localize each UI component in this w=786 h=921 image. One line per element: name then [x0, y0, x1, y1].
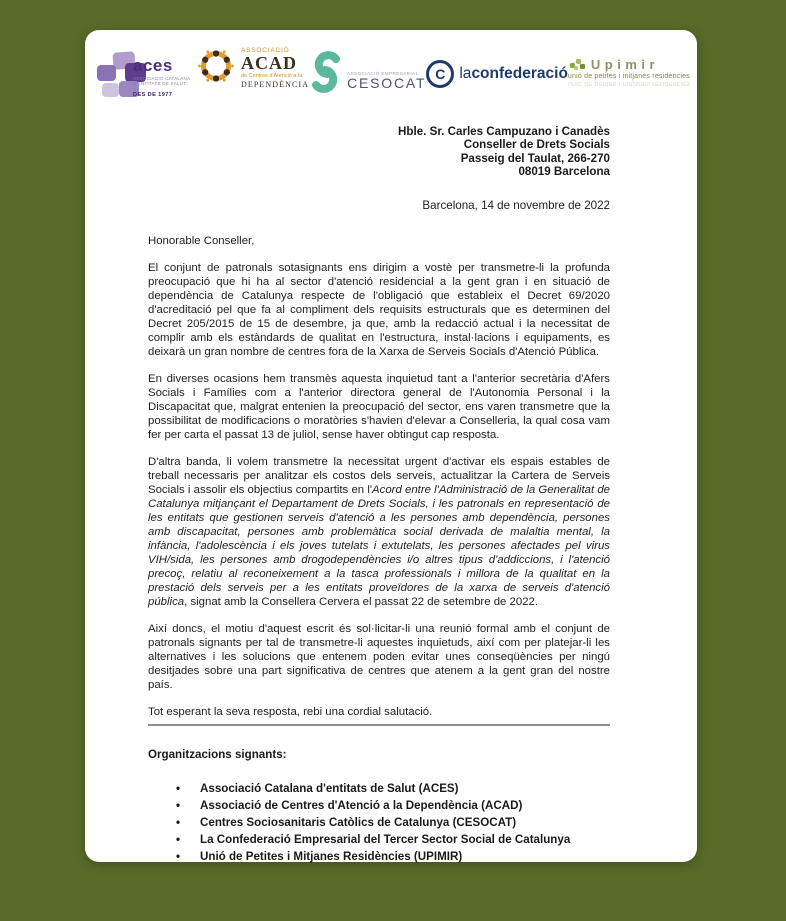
aces-text	[133, 57, 197, 98]
acad-subtitle: de Centres d'Atenció a la	[241, 73, 303, 79]
confederacio-c-icon: C	[426, 60, 454, 88]
date-line: Barcelona, 14 de novembre de 2022	[422, 199, 610, 212]
signatories-heading: Organitzacions signants:	[148, 748, 287, 761]
divider-rule	[148, 724, 610, 726]
recipient-title: Conseller de Drets Socials	[463, 138, 610, 152]
aces-since: DES DE 1977	[133, 91, 173, 98]
upimir-name-row	[568, 57, 690, 72]
paragraph-3-tail: , signat amb la Consellera Cervera el passat 22 de setembre de 2022.	[184, 596, 539, 608]
logo-row	[97, 47, 690, 117]
recipient-street: Passeig del Taulat, 266-270	[460, 151, 610, 165]
recipient-name: Hble. Sr. Carles Campuzano i Canadès	[398, 125, 610, 138]
list-item: • La Confederació Empresarial del Tercer Sector Social de Catalunya	[148, 831, 610, 848]
confederacio-wordmark	[459, 65, 568, 83]
cesocat-wordmark: CESOCAT	[347, 75, 427, 91]
aces-tagline-line2: D'ENTITATS DE SALUT	[133, 81, 187, 87]
list-item: • Unió de Petites i Mitjanes Residències (UPIMIR)	[148, 848, 610, 865]
upimir-tagline-reflection: unió de petites i mitjanes residències	[567, 80, 690, 87]
confederacio-wordmark-la: la	[459, 65, 472, 82]
cesocat-association-label: ASSOCIACIÓ EMPRESARIAL	[347, 71, 419, 76]
signatories-section	[148, 724, 610, 865]
signatories-list	[148, 780, 610, 865]
letter-page	[85, 30, 697, 862]
confederacio-logo	[426, 60, 568, 88]
list-item: • Associació de Centres d'Atenció a la Dependència (ACAD)	[148, 797, 610, 814]
aces-square-icon	[97, 65, 116, 81]
acad-text	[241, 47, 309, 89]
paragraph-1: El conjunt de patronals sotasignants ens dirigim a vostè per transmetre-li la profunda preocupació que hi ha al sector d'atenció residencial a la gent gran i en situació de dependència de Catalunya respecte de l'obligació que estableix el Decret 69/2020 d'acreditació pel que fa al compliment dels requisits estructurals que es determinen del Decret 205/2015 de 15 de desembre, ja que, amb la redacció actual i la necessitat de complir amb els estàndards de qualitat en l'estructura, instal·lacions i equipaments, es deixarà un gran nombre de centres fora de la Xarxa de Serveis Socials d'Atenció Pública.	[148, 262, 610, 358]
recipient-block	[398, 125, 610, 179]
cesocat-text	[347, 71, 426, 94]
aces-logo	[97, 50, 197, 120]
list-item: • Centres Sociosanitaris Catòlics de Catalunya (CESOCAT)	[148, 814, 610, 831]
closing-line: Tot esperant la seva resposta, rebi una cordial salutació.	[148, 706, 433, 718]
paragraph-3-agreement-title: Acord entre l'Administració de la Generalitat de Catalunya mitjançant el Departament de Drets Socials, i les patronals en representació de les entitats que gestionen serveis d'atenció a les persones amb dependència, persones amb discapacitat, persones amb problemàtica social derivada de malaltia mental, la infància, l'adolescència i els joves tutelats i extutelats, les persones afectades pel virus VIH/sida, les persones amb drogodependències i/o altres tipus d'addiccions, i l'atenció precoç, relatiu al reconeixement a la tasca professionals i millora de la qualitat en la prestació dels serveis per a les entitats proveïdores de la xarxa de serveis d'atenció pública	[148, 484, 611, 608]
aces-wordmark: aces	[133, 56, 173, 75]
letter-body	[148, 234, 610, 732]
aces-tagline	[133, 76, 197, 87]
salutation: Honorable Conseller,	[148, 235, 255, 247]
acad-dependencia-label: DEPENDÈNCIA	[241, 80, 310, 89]
confederacio-wordmark-main: confederació	[471, 65, 568, 82]
cesocat-hands-icon	[309, 50, 343, 94]
paragraph-4: Així doncs, el motiu d'aquest escrit és sol·licitar-li una reunió formal amb el conjunt de patronals signants per tal de transmetre-li aquestes inquietuds, així com per platejar-li les alternatives i les solucions que entenem poden evitar unes conseqüències per ningú desitjades sobre una part significativa de centres que atenem a la gent gran del nostre país.	[148, 623, 610, 691]
acad-logo	[197, 47, 309, 89]
cesocat-logo	[309, 50, 426, 94]
upimir-logo	[568, 57, 690, 87]
recipient-city: 08019 Barcelona	[518, 165, 610, 179]
aces-tagline-line1: ASSOCIACIÓ CATALANA	[133, 76, 191, 81]
acad-ring-icon	[197, 47, 235, 85]
upimir-tagline: unió de petites i mitjanes residències	[567, 73, 690, 80]
aces-square-icon	[102, 83, 119, 97]
acad-association-label: ASSOCIACIÓ	[241, 47, 290, 54]
acad-wordmark: ACAD	[241, 53, 297, 73]
upimir-wordmark: Upimir	[590, 57, 660, 72]
upimir-leaves-icon	[568, 57, 586, 72]
list-item: • Associació Catalana d'entitats de Salut (ACES)	[148, 780, 610, 797]
paragraph-3	[148, 455, 610, 609]
paragraph-2: En diverses ocasions hem transmès aquesta inquietud tant a l'anterior secretària d'Afers Socials i Famílies com a l'anterior directora general de l'Autonomia Personal i la Discapacitat que, malgrat entenien la preocupació del sector, ens varen transmetre que la possibilitat de modificacions o moratòries s'havien d'elevar a Conselleria, la qual cosa vam fer per carta el passat 13 de juliol, sense haver obtingut cap resposta.	[148, 373, 610, 441]
paragraph-3-lead: D'altra banda, li volem transmetre la necessitat urgent d'activar els espais estables de treball necessaris per analitzar els costos dels serveis, actualitzar la Cartera de Serveis Socials i assolir els objectius compartits en l'	[148, 456, 610, 496]
